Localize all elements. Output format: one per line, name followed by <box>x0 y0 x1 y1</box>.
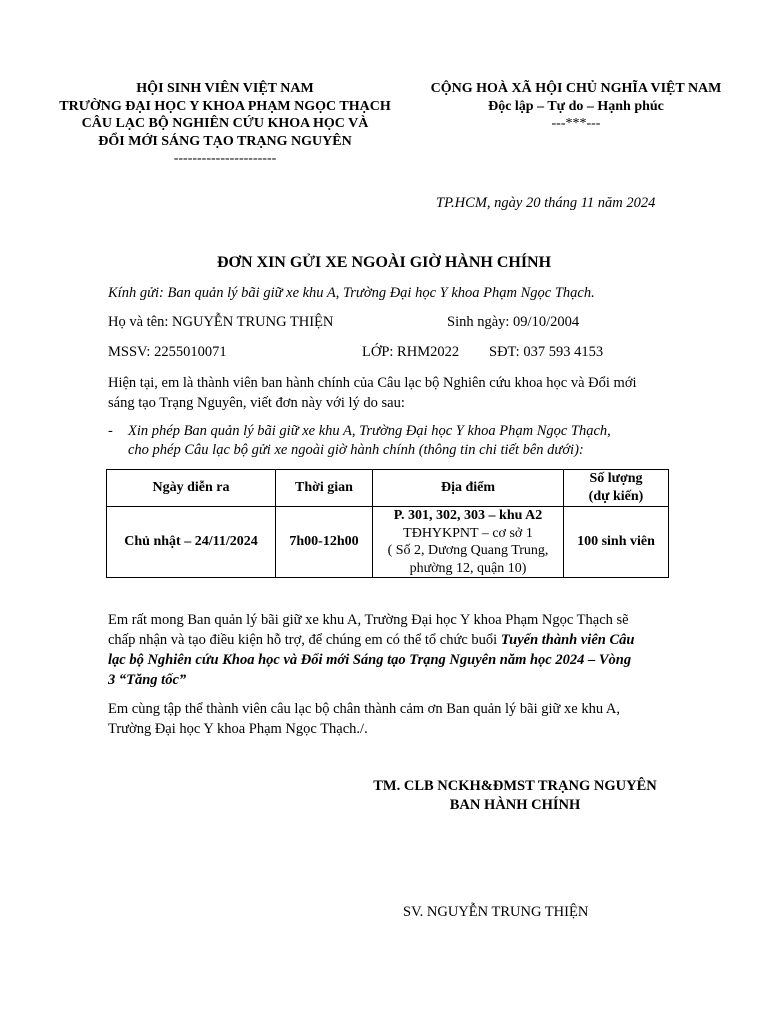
applicant-dob: Sinh ngày: 09/10/2004 <box>447 314 580 330</box>
place-line-2: TĐHYKPNT – cơ sở 1 <box>403 525 533 541</box>
national-motto: Độc lập – Tự do – Hạnh phúc <box>488 98 664 114</box>
bullet-line-2: cho phép Câu lạc bộ gửi xe ngoài giờ hành chính (thông tin chi tiết bên dưới): <box>128 442 584 458</box>
header-place-label: Địa điểm <box>440 480 496 495</box>
national-divider: ---***--- <box>551 116 601 131</box>
signer-name: SV. NGUYỄN TRUNG THIỆN <box>403 904 589 920</box>
national-header <box>418 80 734 133</box>
bullet-line-1: Xin phép Ban quản lý bãi giữ xe khu A, Trường Đại học Y khoa Phạm Ngọc Thạch, <box>128 423 611 439</box>
thanks-line-1: Em cùng tập thể thành viên câu lạc bộ chân thành cảm ơn Ban quản lý bãi giữ xe khu A, <box>108 701 621 717</box>
intro-line-2: sáng tạo Trạng Nguyên, viết đơn này với lý do sau: <box>108 395 405 411</box>
signature-block <box>330 777 700 815</box>
intro-line-1: Hiện tại, em là thành viên ban hành chính của Câu lạc bộ Nghiên cứu khoa học và Đổi mới <box>108 375 637 391</box>
org-line-3: CÂU LẠC BỘ NGHIÊN CỨU KHOA HỌC VÀ <box>81 116 369 131</box>
request-line-3: lạc bộ Nghiên cứu Khoa học và Đổi mới Sáng tạo Trạng Nguyên năm học 2024 – Vòng <box>108 652 632 668</box>
organization-header <box>40 80 410 168</box>
request-line-2-plain: chấp nhận và tạo điều kiện hỗ trợ, để chúng em có thể tổ chức buổi <box>108 632 501 648</box>
national-title: CỘNG HOÀ XÃ HỘI CHỦ NGHĨA VIỆT NAM <box>430 81 722 96</box>
signature-org: TM. CLB NCKH&ĐMST TRẠNG NGUYÊN <box>373 778 657 794</box>
place-line-3: ( Số 2, Dương Quang Trung, <box>387 543 549 558</box>
org-line-1: HỘI SINH VIÊN VIỆT NAM <box>136 81 314 96</box>
header-place <box>373 470 564 507</box>
header-quantity-line-1: Số lượng <box>589 471 643 486</box>
request-line-2 <box>108 630 668 650</box>
header-time: Thời gian <box>276 470 373 507</box>
thanks-line-2: Trường Đại học Y khoa Phạm Ngọc Thạch./. <box>108 721 368 737</box>
applicant-mssv: MSSV: 2255010071 <box>108 344 227 360</box>
cell-quantity: 100 sinh viên <box>564 507 669 578</box>
request-paragraph <box>108 610 668 690</box>
header-quantity <box>564 470 669 507</box>
recipient: Kính gửi: Ban quản lý bãi giữ xe khu A, Trường Đại học Y khoa Phạm Ngọc Thạch. <box>108 285 595 301</box>
bullet-dash: - <box>108 423 113 439</box>
header-date: Ngày diễn ra <box>107 470 276 507</box>
request-line-2-emphasis: Tuyển thành viên Câu <box>500 632 635 648</box>
org-divider: ---------------------- <box>173 151 277 166</box>
table-header-row <box>107 470 669 507</box>
request-line-1: Em rất mong Ban quản lý bãi giữ xe khu A, Trường Đại học Y khoa Phạm Ngọc Thạch sẽ <box>108 612 629 628</box>
cell-date: Chủ nhật – 24/11/2024 <box>107 507 276 578</box>
applicant-class: LỚP: RHM2022 <box>362 344 460 360</box>
header-quantity-line-2: (dự kiến) <box>588 489 644 504</box>
org-line-4: ĐỔI MỚI SÁNG TẠO TRẠNG NGUYÊN <box>98 133 352 149</box>
applicant-phone: SĐT: 037 593 4153 <box>489 344 604 360</box>
document-date: TP.HCM, ngày 20 tháng 11 năm 2024 <box>436 195 656 211</box>
applicant-name: Họ và tên: NGUYỄN TRUNG THIỆN <box>108 314 334 330</box>
table-row <box>107 507 669 578</box>
request-line-4: 3 “Tăng tốc” <box>108 672 187 688</box>
signature-dept: BAN HÀNH CHÍNH <box>449 797 581 813</box>
cell-time: 7h00-12h00 <box>276 507 373 578</box>
place-line-4: phường 12, quận 10) <box>409 560 527 576</box>
cell-place <box>373 507 564 578</box>
thanks-paragraph <box>108 699 668 739</box>
place-line-1: P. 301, 302, 303 – khu A2 <box>393 508 543 523</box>
schedule-table <box>106 469 669 578</box>
request-bullet <box>108 422 688 460</box>
intro-paragraph <box>108 373 668 413</box>
org-line-2: TRƯỜNG ĐẠI HỌC Y KHOA PHẠM NGỌC THẠCH <box>59 98 391 114</box>
document-title: ĐƠN XIN GỬI XE NGOÀI GIỜ HÀNH CHÍNH <box>216 254 552 271</box>
